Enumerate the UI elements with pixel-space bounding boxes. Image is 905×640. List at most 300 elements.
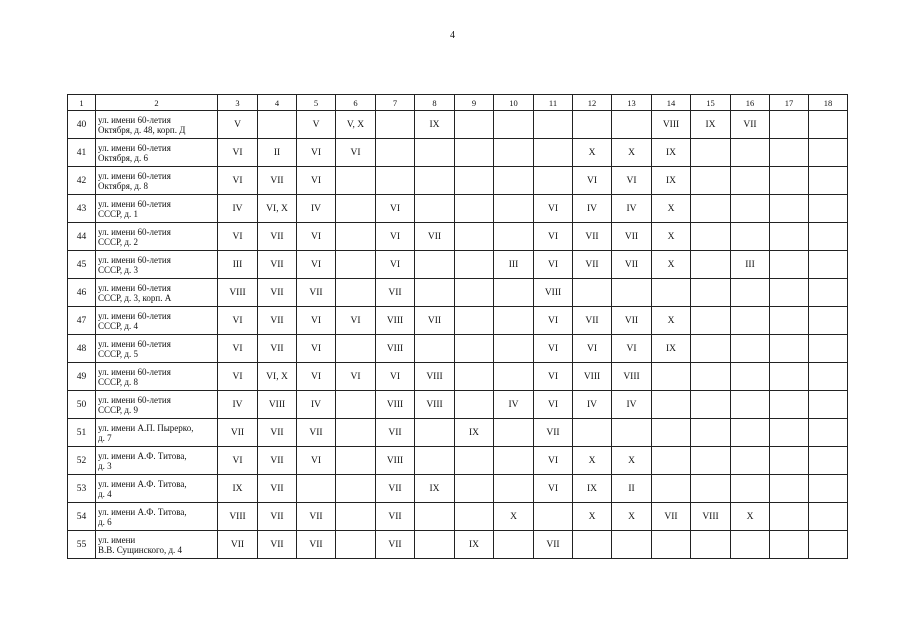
table-row — [68, 307, 848, 335]
month-cell: VII — [297, 279, 336, 307]
month-cell: VII — [652, 503, 691, 531]
month-cell: III — [218, 251, 258, 279]
month-cell: II — [258, 139, 297, 167]
address-line-2: д. 3 — [98, 460, 112, 471]
address-line-1: ул. имени 60-летия — [98, 198, 171, 209]
column-header: 2 — [96, 95, 218, 111]
month-cell — [770, 307, 809, 335]
month-cell — [731, 475, 770, 503]
table-row — [68, 279, 848, 307]
column-header: 14 — [652, 95, 691, 111]
table-row — [68, 223, 848, 251]
address-cell — [96, 335, 218, 363]
month-cell: VI — [297, 363, 336, 391]
month-cell — [770, 167, 809, 195]
month-cell: VI — [297, 223, 336, 251]
month-cell — [652, 279, 691, 307]
month-cell: VI — [218, 363, 258, 391]
month-cell: VII — [297, 531, 336, 559]
schedule-table — [67, 94, 848, 559]
address-line-2: Октября, д. 48, корп. Д — [98, 124, 186, 135]
address-cell — [96, 167, 218, 195]
month-cell: VIII — [218, 503, 258, 531]
month-cell: IX — [455, 419, 494, 447]
month-cell — [415, 139, 455, 167]
month-cell — [415, 419, 455, 447]
row-number: 53 — [68, 475, 96, 503]
month-cell: X — [652, 307, 691, 335]
month-cell — [415, 531, 455, 559]
month-cell: X — [652, 195, 691, 223]
column-header: 11 — [534, 95, 573, 111]
month-cell — [652, 447, 691, 475]
month-cell — [455, 391, 494, 419]
column-header: 1 — [68, 95, 96, 111]
month-cell — [455, 279, 494, 307]
address-cell — [96, 139, 218, 167]
month-cell: VI — [376, 223, 415, 251]
month-cell — [494, 111, 534, 139]
address-cell — [96, 391, 218, 419]
month-cell — [809, 167, 848, 195]
month-cell — [455, 139, 494, 167]
address-line-2: СССР, д. 3 — [98, 264, 138, 275]
month-cell — [494, 307, 534, 335]
address-line-2: СССР, д. 3, корп. А — [98, 292, 172, 303]
month-cell: VII — [376, 475, 415, 503]
month-cell: VI — [573, 335, 612, 363]
month-cell — [809, 335, 848, 363]
month-cell: VI — [534, 195, 573, 223]
address-cell — [96, 251, 218, 279]
month-cell — [809, 503, 848, 531]
month-cell — [652, 531, 691, 559]
address-line-1: ул. имени — [98, 534, 136, 545]
month-cell: VI — [376, 363, 415, 391]
month-cell — [494, 139, 534, 167]
month-cell — [336, 447, 376, 475]
month-cell — [455, 251, 494, 279]
month-cell — [455, 111, 494, 139]
month-cell: VI — [218, 335, 258, 363]
month-cell: VII — [376, 503, 415, 531]
month-cell — [691, 475, 731, 503]
month-cell: IX — [573, 475, 612, 503]
month-cell — [336, 475, 376, 503]
address-line-2: СССР, д. 9 — [98, 404, 138, 415]
month-cell: VI — [297, 307, 336, 335]
month-cell — [612, 531, 652, 559]
month-cell: VIII — [691, 503, 731, 531]
month-cell: VI — [336, 139, 376, 167]
month-cell — [770, 475, 809, 503]
month-cell — [809, 111, 848, 139]
month-cell — [809, 195, 848, 223]
address-line-1: ул. имени А.Ф. Титова, — [98, 478, 187, 489]
month-cell: VII — [258, 167, 297, 195]
column-header: 9 — [455, 95, 494, 111]
column-header: 16 — [731, 95, 770, 111]
month-cell — [534, 111, 573, 139]
month-cell — [534, 503, 573, 531]
address-line-1: ул. имени 60-летия — [98, 114, 171, 125]
month-cell: X — [652, 223, 691, 251]
table-row — [68, 391, 848, 419]
row-number: 49 — [68, 363, 96, 391]
month-cell: IX — [455, 531, 494, 559]
month-cell: IX — [652, 335, 691, 363]
month-cell — [809, 223, 848, 251]
month-cell — [494, 195, 534, 223]
address-cell — [96, 307, 218, 335]
month-cell: VII — [534, 531, 573, 559]
month-cell — [691, 447, 731, 475]
column-header: 18 — [809, 95, 848, 111]
month-cell — [336, 279, 376, 307]
month-cell — [455, 223, 494, 251]
address-line-1: ул. имени 60-летия — [98, 366, 171, 377]
table-row — [68, 419, 848, 447]
month-cell: IV — [612, 391, 652, 419]
column-header: 13 — [612, 95, 652, 111]
month-cell — [691, 307, 731, 335]
row-number: 42 — [68, 167, 96, 195]
address-cell — [96, 503, 218, 531]
month-cell: VIII — [612, 363, 652, 391]
month-cell: II — [612, 475, 652, 503]
month-cell — [573, 419, 612, 447]
month-cell — [415, 251, 455, 279]
row-number: 52 — [68, 447, 96, 475]
month-cell: VII — [573, 223, 612, 251]
month-cell — [336, 335, 376, 363]
month-cell — [415, 167, 455, 195]
month-cell — [809, 531, 848, 559]
month-cell: V, X — [336, 111, 376, 139]
month-cell — [691, 419, 731, 447]
month-cell — [809, 475, 848, 503]
column-header: 10 — [494, 95, 534, 111]
month-cell — [809, 419, 848, 447]
address-cell — [96, 475, 218, 503]
month-cell: VI — [534, 251, 573, 279]
address-line-1: ул. имени А.Ф. Титова, — [98, 450, 187, 461]
month-cell: VI — [297, 251, 336, 279]
month-cell — [376, 139, 415, 167]
month-cell — [612, 419, 652, 447]
month-cell: IX — [652, 139, 691, 167]
address-line-1: ул. имени 60-летия — [98, 254, 171, 265]
month-cell: VII — [376, 531, 415, 559]
month-cell — [258, 111, 297, 139]
row-number: 54 — [68, 503, 96, 531]
month-cell: X — [612, 139, 652, 167]
month-cell — [455, 447, 494, 475]
address-line-2: д. 6 — [98, 516, 112, 527]
month-cell: VII — [612, 223, 652, 251]
month-cell — [691, 139, 731, 167]
month-cell: IX — [415, 475, 455, 503]
month-cell — [534, 139, 573, 167]
month-cell: VIII — [573, 363, 612, 391]
address-line-2: Октября, д. 8 — [98, 180, 149, 191]
month-cell: VII — [258, 475, 297, 503]
month-cell: VI — [218, 167, 258, 195]
month-cell: X — [573, 139, 612, 167]
month-cell — [731, 531, 770, 559]
address-line-1: ул. имени 60-летия — [98, 226, 171, 237]
month-cell — [415, 447, 455, 475]
month-cell — [731, 279, 770, 307]
month-cell: VII — [573, 251, 612, 279]
month-cell — [731, 391, 770, 419]
month-cell: III — [731, 251, 770, 279]
row-number: 51 — [68, 419, 96, 447]
month-cell — [770, 279, 809, 307]
address-cell — [96, 195, 218, 223]
month-cell — [534, 167, 573, 195]
month-cell — [455, 363, 494, 391]
month-cell — [691, 531, 731, 559]
month-cell — [770, 503, 809, 531]
month-cell: VII — [258, 251, 297, 279]
address-line-1: ул. имени 60-летия — [98, 142, 171, 153]
month-cell — [691, 335, 731, 363]
month-cell: IX — [691, 111, 731, 139]
month-cell: VIII — [376, 447, 415, 475]
month-cell: VII — [258, 447, 297, 475]
month-cell — [809, 139, 848, 167]
month-cell: IV — [573, 195, 612, 223]
month-cell: VI — [534, 447, 573, 475]
page-number: 4 — [450, 30, 455, 41]
table-row — [68, 335, 848, 363]
table-row — [68, 475, 848, 503]
month-cell — [691, 279, 731, 307]
month-cell: VII — [258, 419, 297, 447]
table-row — [68, 363, 848, 391]
month-cell: VIII — [218, 279, 258, 307]
table-row — [68, 447, 848, 475]
month-cell — [494, 167, 534, 195]
address-cell — [96, 447, 218, 475]
address-line-1: ул. имени А.Ф. Титова, — [98, 506, 187, 517]
column-header: 3 — [218, 95, 258, 111]
month-cell: VIII — [376, 307, 415, 335]
month-cell: X — [612, 503, 652, 531]
month-cell — [770, 363, 809, 391]
address-line-1: ул. имени А.П. Пырерко, — [98, 422, 194, 433]
month-cell — [415, 195, 455, 223]
table-row — [68, 503, 848, 531]
month-cell: VIII — [376, 335, 415, 363]
address-cell — [96, 223, 218, 251]
month-cell: VII — [258, 531, 297, 559]
month-cell: VI — [376, 195, 415, 223]
month-cell — [770, 531, 809, 559]
month-cell — [455, 167, 494, 195]
address-line-2: СССР, д. 2 — [98, 236, 138, 247]
month-cell: X — [652, 251, 691, 279]
month-cell: IV — [494, 391, 534, 419]
month-cell: VI, X — [258, 363, 297, 391]
month-cell — [691, 251, 731, 279]
month-cell — [691, 223, 731, 251]
month-cell — [494, 223, 534, 251]
month-cell — [336, 167, 376, 195]
month-cell: IX — [415, 111, 455, 139]
month-cell: VI — [573, 167, 612, 195]
month-cell — [770, 419, 809, 447]
month-cell — [336, 419, 376, 447]
month-cell: VII — [258, 279, 297, 307]
month-cell — [336, 531, 376, 559]
address-line-1: ул. имени 60-летия — [98, 310, 171, 321]
month-cell: III — [494, 251, 534, 279]
month-cell — [455, 307, 494, 335]
month-cell — [652, 475, 691, 503]
month-cell: IV — [297, 195, 336, 223]
address-line-1: ул. имени 60-летия — [98, 338, 171, 349]
month-cell: VII — [258, 335, 297, 363]
address-line-1: ул. имени 60-летия — [98, 394, 171, 405]
month-cell — [731, 447, 770, 475]
month-cell — [494, 419, 534, 447]
month-cell: VI — [218, 139, 258, 167]
month-cell — [455, 503, 494, 531]
month-cell — [415, 279, 455, 307]
month-cell: X — [573, 447, 612, 475]
month-cell — [494, 279, 534, 307]
month-cell — [731, 139, 770, 167]
month-cell — [731, 223, 770, 251]
month-cell: IV — [297, 391, 336, 419]
month-cell — [455, 475, 494, 503]
month-cell: X — [573, 503, 612, 531]
row-number: 43 — [68, 195, 96, 223]
address-cell — [96, 111, 218, 139]
month-cell — [770, 335, 809, 363]
month-cell: VII — [297, 503, 336, 531]
row-number: 48 — [68, 335, 96, 363]
month-cell: VII — [258, 223, 297, 251]
month-cell — [770, 391, 809, 419]
column-header: 15 — [691, 95, 731, 111]
month-cell — [336, 391, 376, 419]
month-cell — [376, 111, 415, 139]
month-cell: VI — [336, 363, 376, 391]
column-header: 12 — [573, 95, 612, 111]
month-cell: VI — [376, 251, 415, 279]
month-cell — [652, 363, 691, 391]
address-line-2: СССР, д. 5 — [98, 348, 138, 359]
month-cell: VI — [534, 335, 573, 363]
column-header: 17 — [770, 95, 809, 111]
row-number: 45 — [68, 251, 96, 279]
month-cell — [770, 195, 809, 223]
month-cell: X — [612, 447, 652, 475]
month-cell: VIII — [415, 391, 455, 419]
month-cell: V — [218, 111, 258, 139]
table-row — [68, 531, 848, 559]
month-cell: VI — [297, 167, 336, 195]
month-cell — [731, 363, 770, 391]
month-cell — [770, 111, 809, 139]
month-cell — [415, 503, 455, 531]
month-cell — [336, 251, 376, 279]
month-cell: VI — [534, 223, 573, 251]
address-cell — [96, 419, 218, 447]
row-number: 40 — [68, 111, 96, 139]
month-cell — [731, 307, 770, 335]
month-cell — [415, 335, 455, 363]
table-header-row — [68, 95, 848, 111]
month-cell: VII — [612, 251, 652, 279]
month-cell — [770, 447, 809, 475]
row-number: 41 — [68, 139, 96, 167]
address-line-2: В.В. Сущинского, д. 4 — [98, 544, 183, 555]
month-cell — [809, 447, 848, 475]
month-cell: VII — [731, 111, 770, 139]
month-cell — [809, 391, 848, 419]
month-cell: VII — [573, 307, 612, 335]
month-cell — [494, 447, 534, 475]
month-cell: IX — [652, 167, 691, 195]
month-cell — [297, 475, 336, 503]
month-cell — [494, 363, 534, 391]
address-line-2: СССР, д. 4 — [98, 320, 138, 331]
month-cell: VI — [218, 447, 258, 475]
month-cell — [494, 531, 534, 559]
table-row — [68, 111, 848, 139]
month-cell: VII — [218, 531, 258, 559]
column-header: 6 — [336, 95, 376, 111]
month-cell — [731, 195, 770, 223]
table-row — [68, 167, 848, 195]
row-number: 55 — [68, 531, 96, 559]
month-cell — [691, 195, 731, 223]
month-cell — [455, 335, 494, 363]
month-cell — [809, 251, 848, 279]
month-cell: VI — [534, 391, 573, 419]
address-cell — [96, 279, 218, 307]
column-header: 8 — [415, 95, 455, 111]
month-cell — [612, 111, 652, 139]
month-cell: VII — [415, 223, 455, 251]
month-cell: VIII — [415, 363, 455, 391]
month-cell: IV — [218, 391, 258, 419]
month-cell — [691, 167, 731, 195]
address-line-2: СССР, д. 1 — [98, 208, 138, 219]
month-cell — [494, 335, 534, 363]
month-cell: VIII — [534, 279, 573, 307]
month-cell: VII — [534, 419, 573, 447]
month-cell: X — [731, 503, 770, 531]
address-line-2: Октября, д. 6 — [98, 152, 149, 163]
table-row — [68, 251, 848, 279]
month-cell: VI — [218, 307, 258, 335]
month-cell: VI — [336, 307, 376, 335]
month-cell: VI — [297, 335, 336, 363]
month-cell: VII — [258, 307, 297, 335]
address-cell — [96, 363, 218, 391]
address-cell — [96, 531, 218, 559]
month-cell: IV — [573, 391, 612, 419]
month-cell: VII — [415, 307, 455, 335]
month-cell — [691, 363, 731, 391]
month-cell: VI — [297, 139, 336, 167]
month-cell: IV — [218, 195, 258, 223]
